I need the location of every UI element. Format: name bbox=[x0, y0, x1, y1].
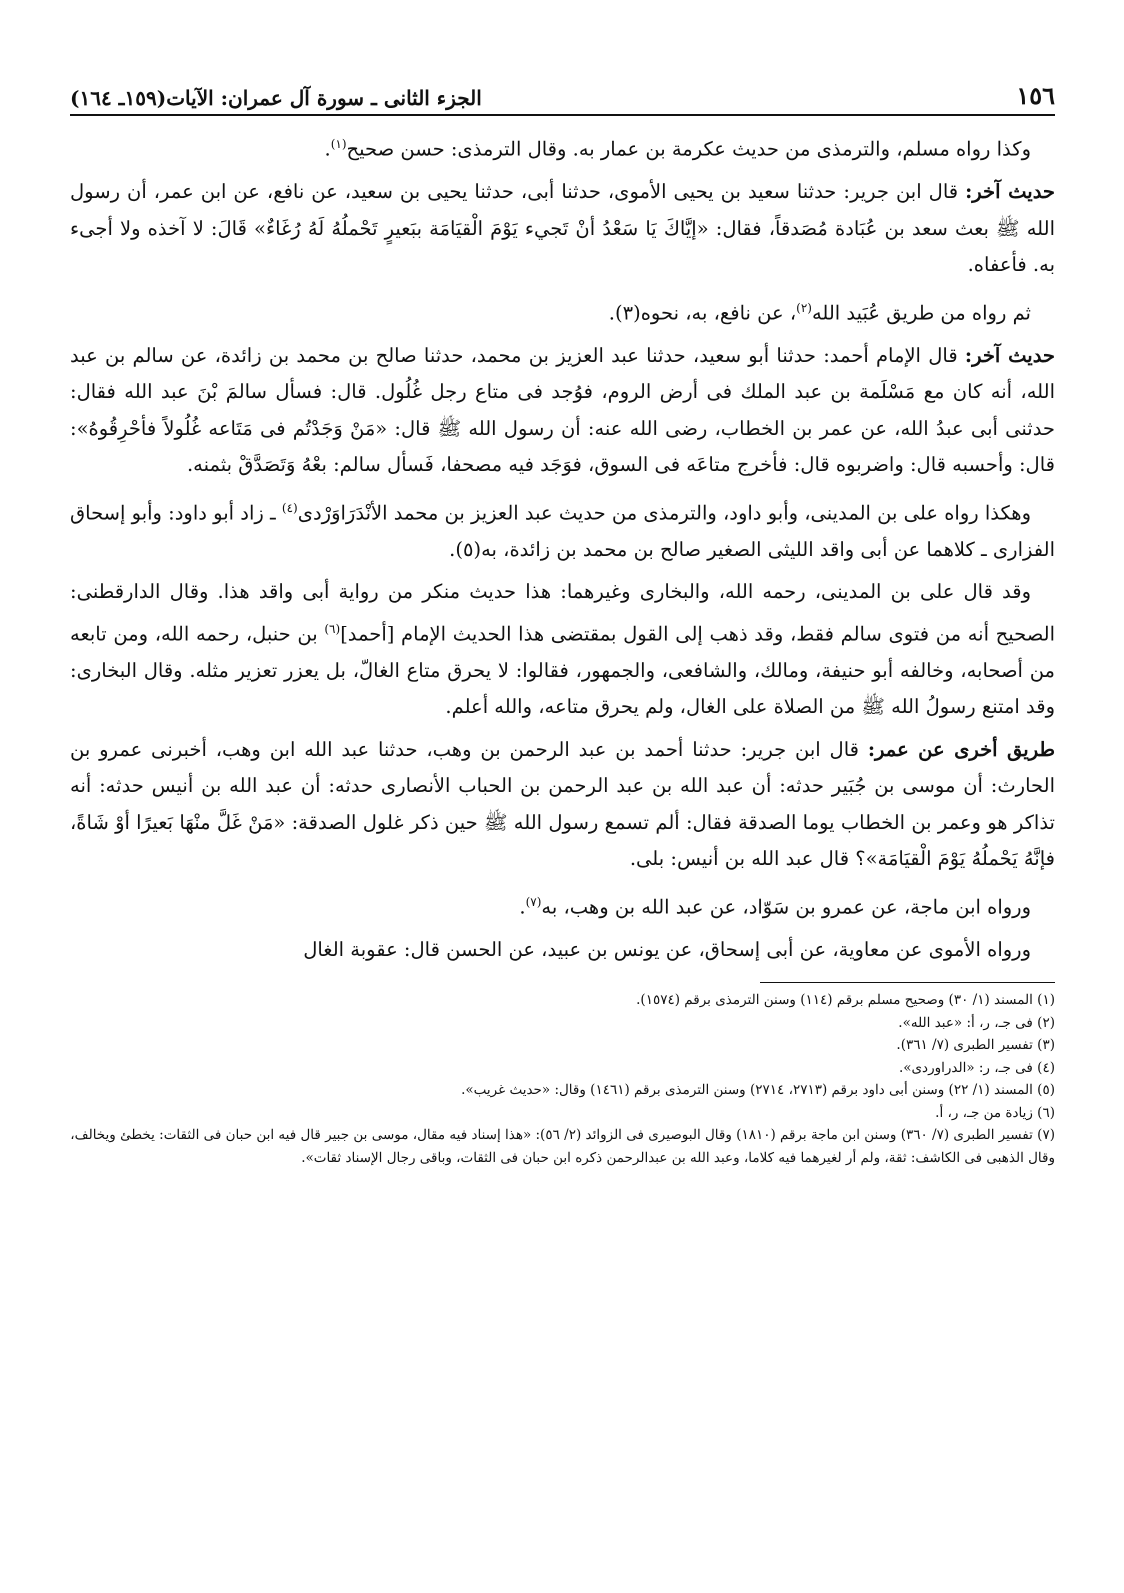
paragraph: حديث آخر: قال ابن جرير: حدثنا سعيد بن يحيى الأموى، حدثنا أبى، حدثنا يحيى بن سعيد، عن نافع، عن ابن عمر، أن رسول الله ﷺ بعث سعد بن عُبَادة مُصَدقاً، فقال: «إيَّاكَ يَا سَعْدُ أنْ تَجيء يَوْمَ الْقيَامَة ببَعيرٍ تَحْملُهُ لَهُ رُغَاءٌ» قَالَ: لا آخذه ولا أجىء به. فأعفاه. bbox=[70, 180, 1055, 276]
footnotes bbox=[70, 989, 1055, 1169]
footnote: (١) المسند (١/ ٣٠) وصحيح مسلم برقم (١١٤) وسنن الترمذى برقم (١٥٧٤). bbox=[636, 992, 1055, 1008]
footnote-marker: (٧) bbox=[525, 894, 542, 909]
body-text bbox=[70, 126, 1055, 968]
footnote-marker: (٢) bbox=[796, 300, 812, 315]
footnote-divider bbox=[760, 982, 1055, 983]
paragraph-lead: طريق أخرى عن عمر: bbox=[867, 737, 1055, 761]
paragraph: حديث آخر: قال الإمام أحمد: حدثنا أبو سعيد، حدثنا عبد العزيز بن محمد، حدثنا صالح بن محمد بن زائدة، عن سالم بن عبد الله، أنه كان مع مَسْلَمة بن عبد الملك فى أرض الروم، فوُجد فى متاع رجل غُلُول. قال: فسأل سالمَ بْنَ عبد الله فقال: حدثنى أبى عبدُ الله، عن عمر بن الخطاب، رضى الله عنه: أن رسول الله ﷺ قال: «مَنْ وَجَدْتُم فى مَتَاعه غُلُولاً فأحْرِقُوهُ»: قال: وأحسبه قال: واضربوه قال: فأخرج متاعَه فى السوق، فوَجَد فيه مصحفا، فَسأل سالم: بعْهُ وَتَصَدَّقْ بثمنه. bbox=[70, 343, 1055, 476]
paragraph-lead: حديث آخر: bbox=[964, 343, 1055, 367]
paragraph: وهكذا رواه على بن المدينى، وأبو داود، والترمذى من حديث عبد العزيز بن محمد الأنْدَرَاوَرْدى$^{(٤)}$ ـ زاد أبو داود: وأبو إسحاق الفزارى ـ كلاهما عن أبى واقد الليثى الصغير صالح بن محمد بن زائدة، به(٥). bbox=[70, 500, 1055, 561]
running-header bbox=[70, 80, 1055, 116]
paragraph: طريق أخرى عن عمر: قال ابن جرير: حدثنا أحمد بن عبد الرحمن بن وهب، حدثنا عبد الله ابن وهب، أخبرنى عمرو بن الحارث: أن موسى بن جُبَير حدثه: أن عبد الله بن عبد الرحمن بن الحباب الأنصارى حدثه: أن عبد الله بن أنيس حدثه: أنه تذاكر هو وعمر بن الخطاب يوما الصدقة فقال: ألم تسمع رسول الله ﷺ حين ذكر غلول الصدقة: «مَنْ غَلَّ منْهَا بَعيرًا أوْ شَاةً، فإنَّهُ يَحْملُهُ يَوْمَ الْقيَامَة»؟ قال عبد الله بن أنيس: بلى. bbox=[70, 737, 1055, 870]
page bbox=[70, 80, 1055, 1169]
footnote: (٣) تفسير الطبرى (٧/ ٣٦١). bbox=[896, 1037, 1055, 1053]
footnote-marker: (٤) bbox=[281, 500, 298, 515]
paragraph: وكذا رواه مسلم، والترمذى من حديث عكرمة بن عمار به. وقال الترمذى: حسن صحيح$^{(١)}$. bbox=[324, 137, 1031, 161]
paragraph: وقد قال على بن المدينى، رحمه الله، والبخارى وغيرهما: هذا حديث منكر من رواية أبى واقد هذا. وقال الدارقطنى: الصحيح أنه من فتوى سالم فقط، وقد ذهب إلى القول بمقتضى هذا الحديث الإمام [أحمد]$^{(٦)}$ بن حنبل، رحمه الله، ومن تابعه من أصحابه، وخالفه أبو حنيفة، ومالك، والشافعى، والجمهور، فقالوا: لا يحرق متاع الغالّ، بل يعزر تعزير مثله. وقال البخارى: وقد امتنع رسولُ الله ﷺ من الصلاة على الغال، ولم يحرق متاعه، والله أعلم. bbox=[70, 580, 1055, 718]
page-number: ١٥٦ bbox=[1016, 81, 1055, 110]
paragraph: ورواه الأموى عن معاوية، عن أبى إسحاق، عن يونس بن عبيد، عن الحسن قال: عقوبة الغال bbox=[303, 937, 1031, 961]
footnote-marker: (١) bbox=[330, 137, 347, 151]
paragraph: ورواه ابن ماجة، عن عمرو بن سَوّاد، عن عبد الله بن وهب، به$^{(٧)}$. bbox=[519, 894, 1031, 918]
footnote: (٥) المسند (١/ ٢٢) وسنن أبى داود برقم (٢٧١٣، ٢٧١٤) وسنن الترمذى برقم (١٤٦١) وقال: «حديث غريب». bbox=[461, 1082, 1055, 1098]
footnote: (٦) زيادة من جـ، ر، أ. bbox=[935, 1104, 1055, 1121]
footnote: (٧) تفسير الطبرى (٧/ ٣٦٠) وسنن ابن ماجة برقم (١٨١٠) وقال البوصيرى فى الزوائد (٢/ ٥٦): «هذا إسناد فيه مقال، موسى بن جبير قال فيه ابن حبان فى الثقات: يخطئ ويخالف، وقال الذهبى فى الكاشف: ثقة، ولم أر لغيرهما فيه كلاما، وعبد الله بن عبدالرحمن ذكره ابن حبان فى الثقات، وباقى رجال الإسناد ثقات». bbox=[70, 1127, 1055, 1166]
paragraph-lead: حديث آخر: bbox=[965, 180, 1055, 203]
footnote: (٤) فى جـ، ر: «الدراوردى». bbox=[898, 1059, 1055, 1076]
paragraph: ثم رواه من طريق عُبَيد الله$^{(٢)}$، عن نافع، به، نحوه(٣). bbox=[608, 300, 1031, 324]
header-title: الجزء الثانى ـ سورة آل عمران: الآيات(١٥٩ـ ١٦٤) bbox=[70, 86, 482, 110]
footnote-marker: (٦) bbox=[324, 621, 341, 636]
footnote: (٢) فى جـ، ر، أ: «عبد الله». bbox=[898, 1014, 1055, 1031]
